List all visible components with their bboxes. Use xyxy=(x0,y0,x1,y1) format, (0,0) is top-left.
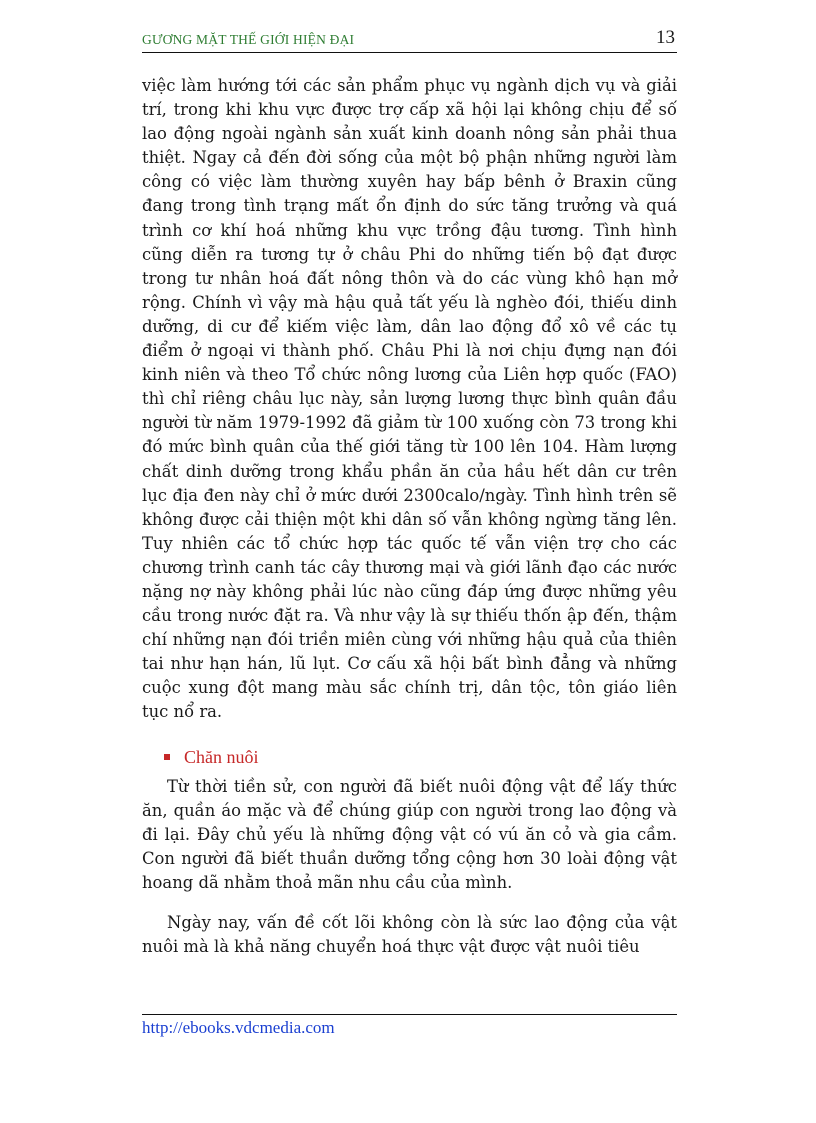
footer-link[interactable]: http://ebooks.vdcmedia.com xyxy=(142,1018,335,1037)
body-paragraph: việc làm hướng tới các sản phẩm phục vụ ngành dịch vụ và giải trí, trong khi khu vực được trợ cấp xã hội lại không chịu để số lao động ngoài ngành sản xuất kinh doanh nông sản phải thua thiệt. Ngay cả đến đời sống của một bộ phận những người làm công có việc làm thường xuyên hay bấp bênh ở Braxin cũng đang trong tình trạng mất ổn định do sức tăng trưởng và quá trình cơ khí hoá những khu vực trồng đậu tương. Tình hình cũng diễn ra tương tự ở châu Phi do những tiến bộ đạt được trong tư nhân hoá đất nông thôn và do các vùng khô hạn mở rộng. Chính vì vậy mà hậu quả tất yếu là nghèo đói, thiếu dinh dưỡng, di cư để kiếm việc làm, dân lao động đổ xô về các tụ điểm ở ngoại vi thành phố. Châu Phi là nơi chịu đựng nạn đói kinh niên và theo Tổ chức nông lương của Liên hợp quốc (FAO) thì chỉ riêng châu lục này, sản lượng lương thực bình quân đầu người từ năm 1979-1992 đã giảm từ 100 xuống còn 73 trong khi đó mức bình quân của thế giới tăng từ 100 lên 104. Hàm lượng chất dinh dưỡng trong khẩu phần ăn của hầu hết dân cư trên lục địa đen này chỉ ở mức dưới 2300calo/ngày. Tình hình trên sẽ không được cải thiện một khi dân số vẫn không ngừng tăng lên. Tuy nhiên các tổ chức hợp tác quốc tế vẫn viện trợ cho các chương trình canh tác cây thương mại và giới lãnh đạo các nước nặng nợ này không phải lúc nào cũng đáp ứng được những yêu cầu trong nước đặt ra. Và như vậy là sự thiếu thốn ập đến, thậm chí những nạn đói triền miên cùng với những hậu quả của thiên tai như hạn hán, lũ lụt. Cơ cấu xã hội bất bình đẳng và những cuộc xung đột mang màu sắc chính trị, dân tộc, tôn giáo liên tục nổ ra. xyxy=(142,76,677,722)
bullet-square-icon xyxy=(164,754,170,760)
running-title: GƯƠNG MẶT THẾ GIỚI HIỆN ĐẠI xyxy=(142,32,355,47)
body-paragraph: Ngày nay, vấn đề cốt lõi không còn là sức lao động của vật nuôi mà là khả năng chuyển hoá thực vật được vật nuôi tiêu xyxy=(142,913,677,957)
page-footer xyxy=(142,1014,677,1038)
body-paragraph: Từ thời tiền sử, con người đã biết nuôi động vật để lấy thức ăn, quần áo mặc và để chúng giúp con người trong lao động và đi lại. Đây chủ yếu là những động vật có vú ăn cỏ và gia cầm. Con người đã biết thuần dưỡng tổng cộng hơn 30 loài động vật hoang dã nhằm thoả mãn nhu cầu của mình. xyxy=(142,776,677,892)
section-heading-label: Chăn nuôi xyxy=(184,746,259,767)
section-heading xyxy=(142,745,677,769)
page-number: 13 xyxy=(656,27,675,48)
page-body xyxy=(142,74,677,959)
page-header xyxy=(142,28,677,53)
